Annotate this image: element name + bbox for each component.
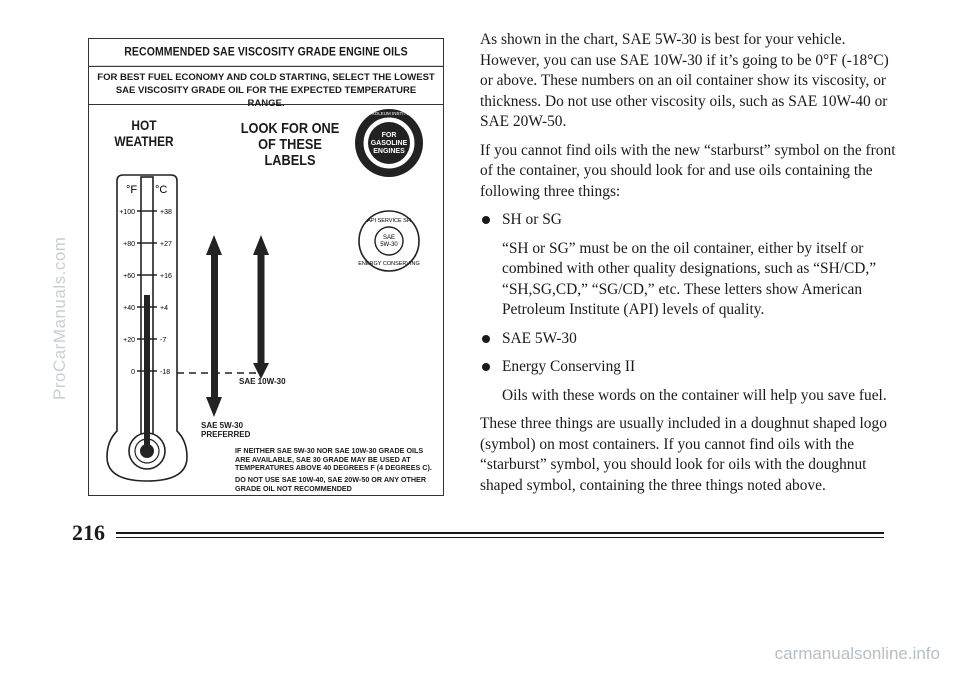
hot-weather-label: HOT WEATHER xyxy=(114,117,174,149)
starburst-ring-text: AMERICAN PETROLEUM INSTITUTE CERTIFIED xyxy=(337,111,441,116)
fahrenheit-unit: °F xyxy=(126,184,138,196)
note-do-not-use: DO NOT USE SAE 10W-40, SAE 20W-50 OR ANY OTHER GRADE OIL NOT RECOMMENDED xyxy=(235,475,427,493)
paragraph-intro: As shown in the chart, SAE 5W-30 is best for your vehicle. However, you can use SAE 10W-30 if it’s going to be 0°F (-18°C) or above. These numbers on an oil container show its viscosity, or thickness. Do not use other viscosity oils, such as SAE 10W-40 or SAE 20W-50. xyxy=(480,31,889,130)
paragraph-doughnut: These three things are usually included in a doughnut shaped logo (symbol) on most containers. If you cannot find oils with the “starburst” symbol, you should look for oils with the doughnut shaped symbol, containing the three things noted above. xyxy=(480,415,887,494)
watermark-bottom: carmanualsonline.info xyxy=(774,644,940,663)
doughnut-logo xyxy=(358,211,420,271)
thermometer xyxy=(107,175,187,481)
sae-10w30-label: SAE 10W-30 xyxy=(239,377,286,386)
fahrenheit-tick-label: +40 xyxy=(123,305,135,312)
page-number: 216 xyxy=(72,520,105,545)
sae-10w30-range-arrow xyxy=(253,235,269,379)
note-substitute: IF NEITHER SAE 5W-30 NOR SAE 10W-30 GRADE OILS ARE AVAILABLE, SAE 30 GRADE MAY BE USED AT TEMPERATURES ABOVE 40 DEGREES F (4 DEGREES C). xyxy=(235,446,432,473)
celsius-tick-label: +38 xyxy=(160,209,172,216)
chart-graphic xyxy=(89,105,443,495)
celsius-unit: °C xyxy=(155,184,168,196)
chart-subtitle: FOR BEST FUEL ECONOMY AND COLD STARTING, SELECT THE LOWEST SAE VISCOSITY GRADE OIL FOR THE EXPECTED TEMPERATURE RANGE. xyxy=(89,65,443,105)
body-text xyxy=(480,30,900,504)
paragraph-starburst: If you cannot find oils with the new “starburst” symbol on the front of the container, you should look for and use oils containing the following three things: xyxy=(480,141,896,200)
donut-center-text: SAE 5W-30 xyxy=(380,235,398,248)
celsius-tick-label: +16 xyxy=(160,273,172,280)
celsius-tick-label: +27 xyxy=(160,241,172,248)
bullet-5w30: SAE 5W-30 xyxy=(480,329,900,350)
donut-ring-top: API SERVICE SH xyxy=(367,218,411,224)
fahrenheit-tick-label: +80 xyxy=(123,241,135,248)
starburst-text: FOR GASOLINE ENGINES xyxy=(370,132,408,155)
fahrenheit-tick-label: +100 xyxy=(119,209,135,216)
fahrenheit-tick-label: 0 xyxy=(131,369,135,376)
fahrenheit-tick-label: +20 xyxy=(123,337,135,344)
viscosity-chart xyxy=(88,38,444,496)
footer-rule-top xyxy=(116,532,884,534)
bullet-energy-conserving: Energy Conserving II xyxy=(480,357,900,378)
fahrenheit-tick-label: +60 xyxy=(123,273,135,280)
bullet-energy-conserving-detail: Oils with these words on the container will help you save fuel. xyxy=(502,386,887,404)
celsius-tick-label: -7 xyxy=(160,337,167,344)
sae-5w30-label: SAE 5W-30 PREFERRED xyxy=(201,421,251,439)
donut-ring-bottom: ENERGY CONSERVING xyxy=(358,261,420,267)
bullet-sh-sg-detail: “SH or SG” must be on the oil container, either by itself or combined with other quality designations, such as “SH/CD,” “SH,SG,CD,” “SG/CD,” etc. These letters show American Petroleum Institute (API) levels of quality. xyxy=(502,239,877,318)
chart-title: RECOMMENDED SAE VISCOSITY GRADE ENGINE OILS xyxy=(89,37,443,67)
celsius-tick-label: +4 xyxy=(160,305,168,312)
footer-rule-bottom xyxy=(116,537,884,538)
bullet-sh-sg: SH or SG xyxy=(480,210,900,231)
celsius-tick-label: -18 xyxy=(160,369,171,376)
watermark-side: ProCarManuals.com xyxy=(50,236,69,400)
starburst-logo xyxy=(338,109,441,177)
sae-5w30-range-arrow xyxy=(206,235,222,417)
look-for-labels: LOOK FOR ONE OF THESE LABELS xyxy=(240,120,340,169)
